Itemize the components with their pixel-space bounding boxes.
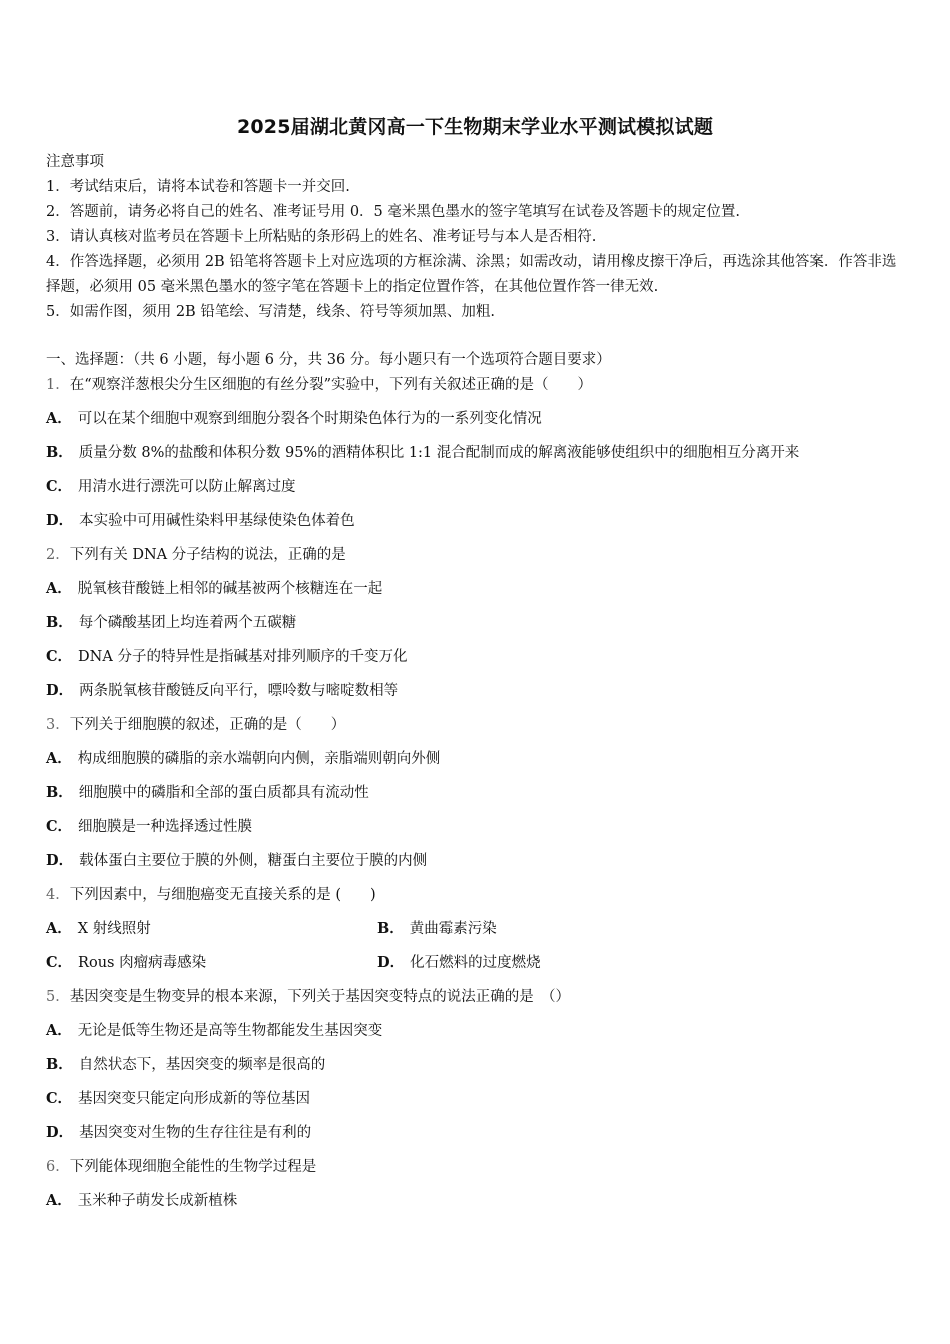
option-letter: D． (46, 852, 74, 869)
answer-option (46, 747, 906, 781)
notice-item: 2．答题前，请务必将自己的姓名、准考证号用 0．5 毫米黑色墨水的签字笔填写在试卷及答题卡的规定位置. (46, 204, 740, 220)
question-number: 5． (46, 989, 70, 1005)
answer-option (46, 611, 906, 645)
option-letter: C． (46, 954, 73, 971)
answer-option (46, 679, 906, 713)
answer-option (46, 1087, 906, 1121)
question-number: 6． (46, 1159, 70, 1175)
question-number: 1． (46, 377, 70, 393)
option-letter: C． (46, 818, 73, 835)
notice-item: 3．请认真核对监考员在答题卡上所粘贴的条形码上的姓名、准考证号与本人是否相符. (46, 229, 597, 245)
answer-option (46, 475, 906, 509)
option-text: 自然状态下，基因突变的频率是很高的 (78, 1057, 326, 1073)
question-number: 4． (46, 887, 70, 903)
option-letter: C． (46, 1090, 73, 1107)
option-letter: C． (46, 648, 73, 665)
option-letter: D． (46, 682, 74, 699)
option-letter: D． (46, 512, 74, 529)
answer-option (46, 917, 377, 951)
question-stem (46, 883, 906, 917)
question-number: 2． (46, 547, 70, 563)
option-text: 化石燃料的过度燃烧 (410, 955, 541, 971)
option-letter: B． (46, 614, 73, 631)
answer-option (46, 509, 906, 543)
option-letter: A． (46, 1192, 72, 1209)
notice-block (46, 150, 906, 325)
option-text: 本实验中可用碱性染料甲基绿使染色体着色 (79, 513, 355, 529)
answer-option (377, 917, 497, 951)
answer-option (46, 1053, 906, 1087)
question-list (46, 373, 906, 1223)
option-letter: B． (46, 784, 73, 801)
answer-option (46, 951, 377, 985)
option-letter: C． (46, 478, 73, 495)
option-text: 细胞膜是一种选择透过性膜 (78, 819, 253, 835)
page-title: 2025届湖北黄冈高一下生物期末学业水平测试模拟试题 (236, 116, 714, 138)
option-text: X 射线照射 (77, 921, 151, 937)
option-letter: A． (46, 410, 72, 427)
option-text: 基因突变只能定向形成新的等位基因 (78, 1091, 311, 1107)
option-letter: B． (46, 444, 73, 461)
notice-heading: 注意事项 (46, 154, 104, 170)
answer-option (46, 441, 906, 475)
option-text: 可以在某个细胞中观察到细胞分裂各个时期染色体行为的一系列变化情况 (77, 411, 542, 427)
answer-option (46, 1121, 906, 1155)
option-text: 玉米种子萌发长成新植株 (77, 1193, 238, 1209)
question-text: 基因突变是生物变异的根本来源，下列关于基因突变特点的说法正确的是 （） (69, 989, 570, 1005)
answer-option (46, 577, 906, 611)
question-stem (46, 985, 906, 1019)
question-text: 下列能体现细胞全能性的生物学过程是 (69, 1159, 317, 1175)
answer-option (46, 781, 906, 815)
option-letter: D． (377, 954, 405, 971)
option-text: 载体蛋白主要位于膜的外侧，糖蛋白主要位于膜的内侧 (79, 853, 428, 869)
option-text: 基因突变对生物的生存往往是有利的 (79, 1125, 312, 1141)
question-stem (46, 543, 906, 577)
option-text: Rous 肉瘤病毒感染 (78, 955, 207, 971)
answer-option (46, 645, 906, 679)
option-row (46, 917, 906, 951)
question-stem (46, 373, 906, 407)
section-heading: 一、选择题：（共 6 小题，每小题 6 分，共 36 分。每小题只有一个选项符合题目要求） (46, 352, 611, 368)
answer-option (377, 951, 541, 985)
question-number: 3． (46, 717, 70, 733)
option-letter: A． (46, 920, 72, 937)
option-letter: A． (46, 1022, 72, 1039)
option-text: 每个磷酸基团上均连着两个五碳糖 (78, 615, 297, 631)
question-stem (46, 713, 906, 747)
option-text: 两条脱氧核苷酸链反向平行，嘌呤数与嘧啶数相等 (79, 683, 399, 699)
notice-item: 5．如需作图，须用 2B 铅笔绘、写清楚，线条、符号等须加黑、加粗. (46, 304, 495, 320)
option-letter: B． (46, 1056, 73, 1073)
question-text: 下列关于细胞膜的叙述，正确的是（ ） (69, 717, 346, 733)
option-text: 细胞膜中的磷脂和全部的蛋白质都具有流动性 (78, 785, 369, 801)
answer-option (46, 1019, 906, 1053)
answer-option (46, 1189, 906, 1223)
option-row (46, 951, 906, 985)
option-text: 黄曲霉素污染 (409, 921, 497, 937)
notice-item: 4．作答选择题，必须用 2B 铅笔将答题卡上对应选项的方框涂满、涂黑；如需改动，请用橡皮擦干净后，再选涂其他答案．作答非选择题，必须用 05 毫米黑色墨水的签字笔在答题卡上的指定位置作答，在其他位置作答一律无效. (46, 254, 897, 295)
option-letter: D． (46, 1124, 74, 1141)
notice-item: 1．考试结束后，请将本试卷和答题卡一并交回. (46, 179, 350, 195)
option-text: 质量分数 8%的盐酸和体积分数 95%的酒精体积比 1:1 混合配制而成的解离液能够使组织中的细胞相互分离开来 (78, 445, 800, 461)
option-text: 构成细胞膜的磷脂的亲水端朝向内侧，亲脂端则朝向外侧 (77, 751, 441, 767)
answer-option (46, 407, 906, 441)
option-letter: A． (46, 750, 72, 767)
option-text: 无论是低等生物还是高等生物都能发生基因突变 (77, 1023, 383, 1039)
option-letter: A． (46, 580, 72, 597)
question-text: 下列因素中，与细胞癌变无直接关系的是 ( ) (69, 887, 376, 903)
option-text: 用清水进行漂洗可以防止解离过度 (78, 479, 296, 495)
option-letter: B． (377, 920, 404, 937)
answer-option (46, 815, 906, 849)
answer-option (46, 849, 906, 883)
question-text: 在“观察洋葱根尖分生区细胞的有丝分裂”实验中，下列有关叙述正确的是（ ） (69, 377, 593, 393)
question-stem (46, 1155, 906, 1189)
option-text: 脱氧核苷酸链上相邻的碱基被两个核糖连在一起 (77, 581, 383, 597)
question-text: 下列有关 DNA 分子结构的说法，正确的是 (69, 547, 346, 563)
option-text: DNA 分子的特异性是指碱基对排列顺序的千变万化 (78, 649, 408, 665)
